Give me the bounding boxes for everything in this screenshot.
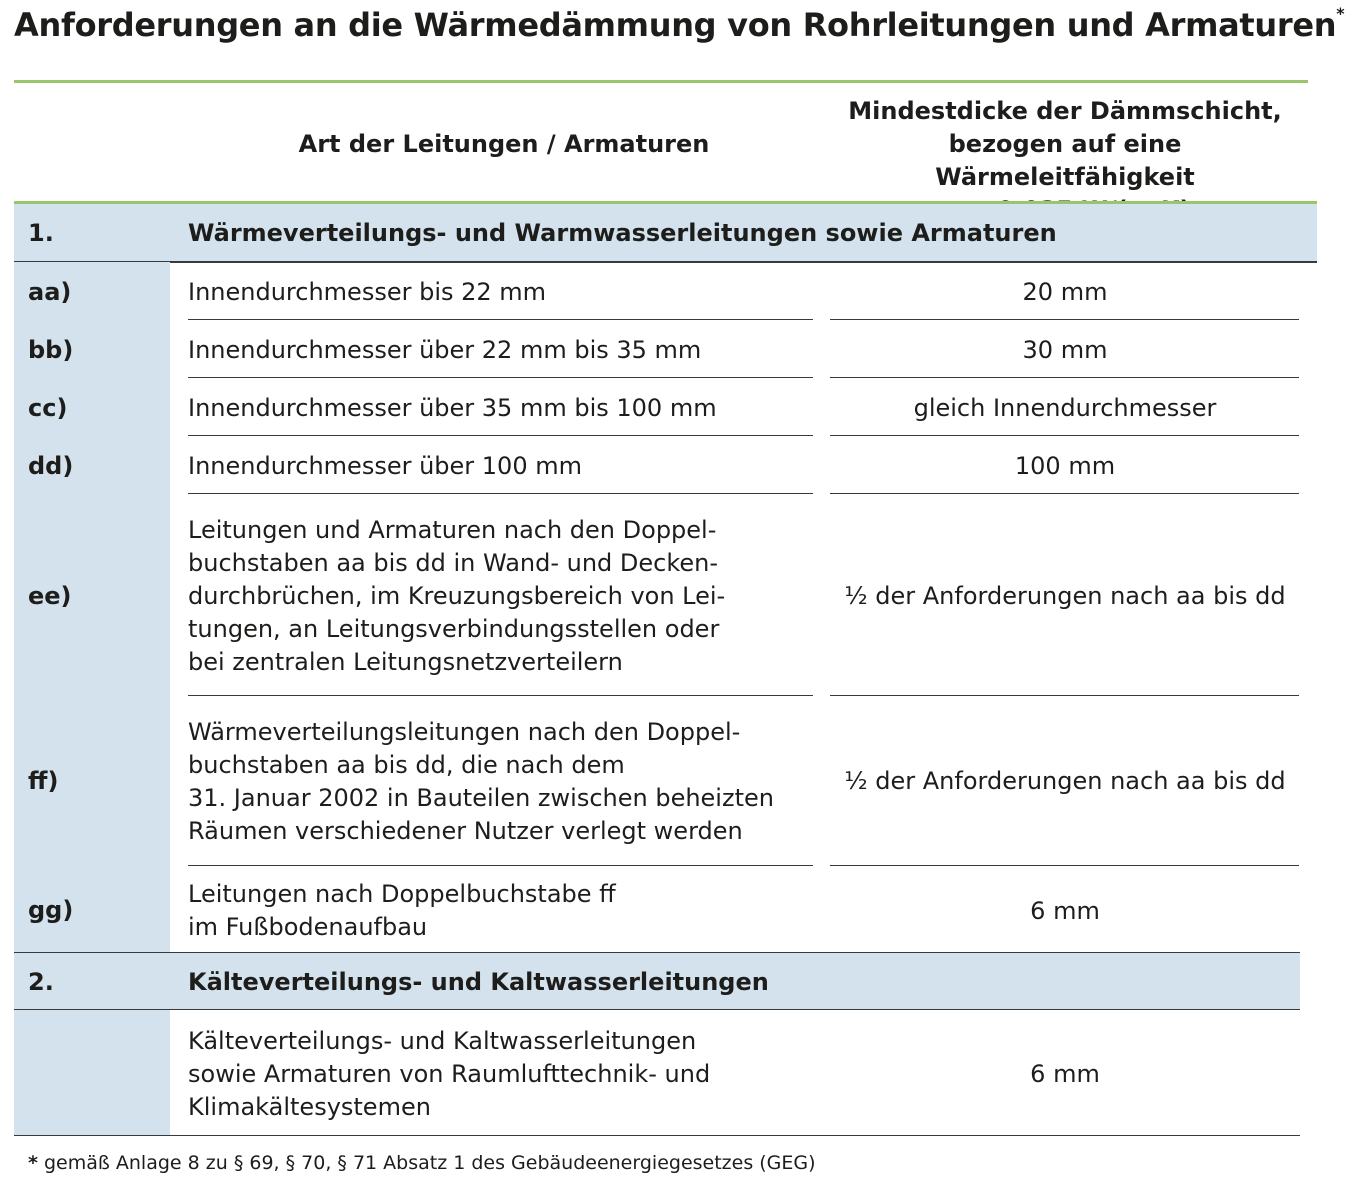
row-rule-bb-right (830, 377, 1299, 378)
row-text-ff-line-1: Wärmeverteilungsleitungen nach den Doppel- (188, 718, 741, 746)
header-thickness-line-2: bezogen auf eine Wärmeleitfähigkeit (935, 130, 1195, 191)
row-rule-aa-left (188, 319, 813, 320)
row-text-gg-line-1: Leitungen nach Doppelbuchstabe ff (188, 880, 616, 908)
section-1-bottom-rule (14, 261, 1317, 263)
row-text-ee (188, 514, 725, 679)
section-2-number: 2. (28, 968, 54, 996)
row-value-bb: 30 mm (1022, 336, 1108, 364)
row-text-bb: Innendurchmesser über 22 mm bis 35 mm (188, 336, 702, 364)
row-rule-ff-left (188, 865, 813, 866)
row-text-ee-line-3: durchbrüchen, im Kreuzungsbereich von Lei- (188, 582, 726, 610)
row-text-2-1-line-3: Klimakältesystemen (188, 1093, 431, 1121)
section-2-bottom-rule (14, 1009, 1300, 1010)
row-text-gg (188, 878, 616, 944)
row-value-gg: 6 mm (1030, 897, 1100, 925)
header-col-type: Art der Leitungen / Armaturen (298, 130, 710, 158)
row-rule-ff-right (830, 865, 1299, 866)
row-text-ee-line-2: buchstaben aa bis dd in Wand- und Decken- (188, 549, 719, 577)
section-2-title: Kälteverteilungs- und Kaltwasserleitungen (188, 968, 769, 996)
row-rule-dd-right (830, 493, 1299, 494)
table-bottom-rule (14, 1135, 1300, 1136)
row-rule-aa-right (830, 319, 1299, 320)
page-title: Anforderungen an die Wärmedämmung von Rohrleitungen und Armaturen* (14, 4, 1345, 44)
row-text-ee-line-4: tungen, an Leitungsverbindungsstellen oder (188, 615, 720, 643)
footnote (28, 1152, 816, 1174)
section-2-label-column (14, 1010, 170, 1135)
row-rule-cc-right (830, 435, 1299, 436)
row-rule-cc-left (188, 435, 813, 436)
row-text-ff-line-4: Räumen verschiedener Nutzer verlegt werden (188, 817, 743, 845)
row-text-cc: Innendurchmesser über 35 mm bis 100 mm (188, 394, 717, 422)
row-label-ee: ee) (28, 582, 72, 610)
row-label-gg: gg) (28, 896, 74, 924)
row-value-dd: 100 mm (1014, 452, 1116, 480)
row-label-aa: aa) (28, 278, 72, 306)
row-rule-dd-left (188, 493, 813, 494)
row-text-2-1-line-2: sowie Armaturen von Raumlufttechnik- und (188, 1060, 711, 1088)
row-text-ff-line-3: 31. Januar 2002 in Bauteilen zwischen beheizten (188, 784, 774, 812)
row-label-cc: cc) (28, 394, 68, 422)
footnote-text: gemäß Anlage 8 zu § 69, § 70, § 71 Absatz 1 des Gebäudeenergiegesetzes (GEG) (37, 1152, 816, 1174)
row-value-ff: ½ der Anforderungen nach aa bis dd (844, 767, 1286, 795)
top-green-rule (14, 80, 1308, 83)
row-label-ff: ff) (28, 767, 59, 795)
row-rule-bb-left (188, 377, 813, 378)
row-text-2-1 (188, 1025, 710, 1124)
row-value-cc: gleich Innendurchmesser (913, 394, 1217, 422)
row-value-2-1: 6 mm (1030, 1060, 1100, 1088)
row-value-ee: ½ der Anforderungen nach aa bis dd (844, 582, 1286, 610)
row-value-aa: 20 mm (1022, 278, 1108, 306)
row-text-gg-line-2: im Fußbodenaufbau (188, 913, 428, 941)
footnote-marker: * (28, 1152, 38, 1174)
row-text-ff-line-2: buchstaben aa bis dd, die nach dem (188, 751, 625, 779)
section-1-title: Wärmeverteilungs- und Warmwasserleitungen sowie Armaturen (188, 219, 1057, 247)
row-label-bb: bb) (28, 336, 74, 364)
title-footnote-marker: * (1336, 4, 1345, 23)
row-text-ee-line-5: bei zentralen Leitungsnetzverteilern (188, 648, 623, 676)
row-text-dd: Innendurchmesser über 100 mm (188, 452, 582, 480)
row-text-aa: Innendurchmesser bis 22 mm (188, 278, 547, 306)
row-rule-ee-right (830, 695, 1299, 696)
row-text-ff (188, 716, 774, 848)
section-1-number: 1. (28, 219, 54, 247)
row-text-2-1-line-1: Kälteverteilungs- und Kaltwasserleitungen (188, 1027, 697, 1055)
row-label-dd: dd) (28, 452, 74, 480)
row-rule-ee-left (188, 695, 813, 696)
row-text-ee-line-1: Leitungen und Armaturen nach den Doppel- (188, 516, 717, 544)
header-thickness-line-1: Mindestdicke der Dämmschicht, (848, 97, 1282, 125)
